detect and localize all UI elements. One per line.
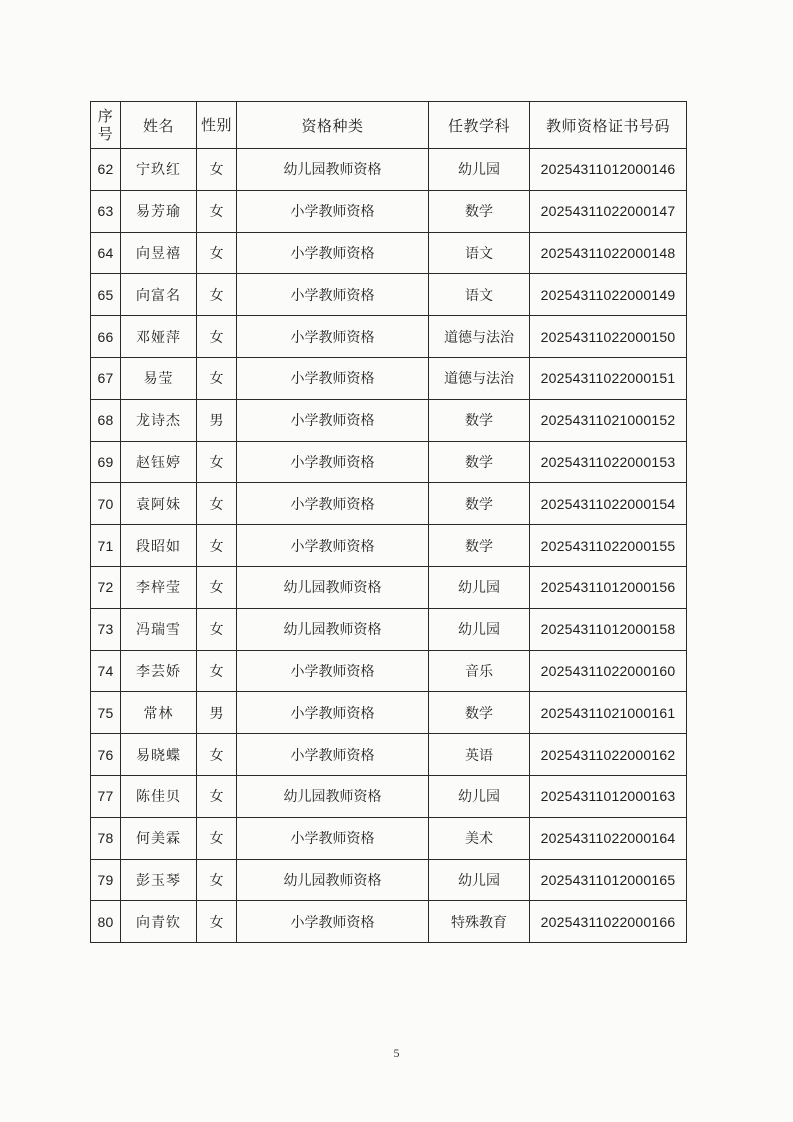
cell-qualification: 小学教师资格 [237,817,429,859]
cell-seq: 67 [91,357,121,399]
cell-qualification: 小学教师资格 [237,190,429,232]
cell-gender: 女 [197,734,237,776]
cell-seq: 78 [91,817,121,859]
header-seq: 序号 [91,102,121,149]
cell-certificate: 20254311012000165 [530,859,687,901]
cell-name: 易莹 [121,357,197,399]
cell-name: 向富名 [121,274,197,316]
cell-qualification: 幼儿园教师资格 [237,775,429,817]
cell-certificate: 20254311022000160 [530,650,687,692]
cell-seq: 63 [91,190,121,232]
cell-seq: 68 [91,399,121,441]
cell-subject: 数学 [429,441,530,483]
cell-qualification: 小学教师资格 [237,692,429,734]
cell-qualification: 小学教师资格 [237,232,429,274]
cell-seq: 70 [91,483,121,525]
cell-gender: 女 [197,316,237,358]
cell-gender: 女 [197,357,237,399]
cell-certificate: 20254311022000166 [530,901,687,943]
cell-name: 宁玖红 [121,149,197,191]
header-certificate: 教师资格证书号码 [530,102,687,149]
cell-gender: 男 [197,692,237,734]
cell-certificate: 20254311012000156 [530,566,687,608]
cell-subject: 道德与法治 [429,357,530,399]
table-row [91,608,687,650]
cell-subject: 数学 [429,525,530,567]
cell-gender: 男 [197,399,237,441]
cell-certificate: 20254311022000155 [530,525,687,567]
cell-certificate: 20254311022000149 [530,274,687,316]
table-row [91,692,687,734]
cell-qualification: 幼儿园教师资格 [237,859,429,901]
cell-qualification: 小学教师资格 [237,901,429,943]
page-number: 5 [393,1046,400,1060]
table-row [91,357,687,399]
cell-name: 李梓莹 [121,566,197,608]
cell-certificate: 20254311021000161 [530,692,687,734]
cell-name: 赵钰婷 [121,441,197,483]
cell-name: 向青钦 [121,901,197,943]
cell-certificate: 20254311012000146 [530,149,687,191]
header-qualification: 资格种类 [237,102,429,149]
cell-certificate: 20254311022000151 [530,357,687,399]
cell-certificate: 20254311022000147 [530,190,687,232]
cell-gender: 女 [197,608,237,650]
cell-certificate: 20254311022000164 [530,817,687,859]
cell-subject: 道德与法治 [429,316,530,358]
cell-subject: 幼儿园 [429,149,530,191]
header-name: 姓名 [121,102,197,149]
cell-qualification: 小学教师资格 [237,734,429,776]
teacher-certificate-table [90,101,687,943]
table-row [91,274,687,316]
cell-certificate: 20254311022000148 [530,232,687,274]
cell-name: 彭玉琴 [121,859,197,901]
cell-subject: 语文 [429,232,530,274]
cell-gender: 女 [197,274,237,316]
cell-name: 陈佳贝 [121,775,197,817]
cell-name: 龙诗杰 [121,399,197,441]
cell-subject: 语文 [429,274,530,316]
cell-certificate: 20254311012000163 [530,775,687,817]
cell-certificate: 20254311022000154 [530,483,687,525]
cell-seq: 80 [91,901,121,943]
cell-seq: 69 [91,441,121,483]
cell-certificate: 20254311021000152 [530,399,687,441]
cell-name: 冯瑞雪 [121,608,197,650]
cell-name: 段昭如 [121,525,197,567]
cell-gender: 女 [197,775,237,817]
cell-gender: 女 [197,483,237,525]
cell-gender: 女 [197,650,237,692]
cell-seq: 66 [91,316,121,358]
table-row [91,901,687,943]
cell-certificate: 20254311022000153 [530,441,687,483]
cell-gender: 女 [197,901,237,943]
cell-subject: 英语 [429,734,530,776]
cell-name: 何美霖 [121,817,197,859]
table-row [91,859,687,901]
cell-subject: 幼儿园 [429,608,530,650]
cell-gender: 女 [197,566,237,608]
cell-subject: 幼儿园 [429,775,530,817]
table-row [91,650,687,692]
cell-qualification: 幼儿园教师资格 [237,608,429,650]
cell-certificate: 20254311022000150 [530,316,687,358]
table-row [91,734,687,776]
cell-qualification: 小学教师资格 [237,274,429,316]
header-subject: 任教学科 [429,102,530,149]
cell-qualification: 幼儿园教师资格 [237,149,429,191]
cell-qualification: 小学教师资格 [237,441,429,483]
table-row [91,483,687,525]
cell-gender: 女 [197,859,237,901]
cell-seq: 64 [91,232,121,274]
table-row [91,817,687,859]
table-body [91,149,687,943]
table-row [91,232,687,274]
cell-name: 易晓蝶 [121,734,197,776]
cell-qualification: 小学教师资格 [237,316,429,358]
cell-gender: 女 [197,441,237,483]
header-gender: 性别 [197,102,237,149]
cell-gender: 女 [197,149,237,191]
cell-qualification: 幼儿园教师资格 [237,566,429,608]
table-row [91,441,687,483]
cell-seq: 76 [91,734,121,776]
cell-qualification: 小学教师资格 [237,483,429,525]
cell-subject: 美术 [429,817,530,859]
cell-gender: 女 [197,817,237,859]
cell-certificate: 20254311022000162 [530,734,687,776]
cell-name: 李芸娇 [121,650,197,692]
cell-seq: 77 [91,775,121,817]
cell-name: 邓娅萍 [121,316,197,358]
cell-seq: 62 [91,149,121,191]
cell-seq: 71 [91,525,121,567]
cell-seq: 72 [91,566,121,608]
cell-subject: 特殊教育 [429,901,530,943]
cell-seq: 79 [91,859,121,901]
cell-qualification: 小学教师资格 [237,650,429,692]
cell-subject: 数学 [429,692,530,734]
table-row [91,775,687,817]
table-row [91,399,687,441]
cell-name: 袁阿妹 [121,483,197,525]
cell-name: 向昱禧 [121,232,197,274]
table-row [91,149,687,191]
table-row [91,316,687,358]
cell-name: 易芳瑜 [121,190,197,232]
cell-name: 常林 [121,692,197,734]
cell-gender: 女 [197,232,237,274]
cell-certificate: 20254311012000158 [530,608,687,650]
cell-qualification: 小学教师资格 [237,357,429,399]
cell-subject: 幼儿园 [429,566,530,608]
cell-seq: 65 [91,274,121,316]
cell-gender: 女 [197,190,237,232]
table-row [91,190,687,232]
cell-seq: 75 [91,692,121,734]
cell-subject: 数学 [429,483,530,525]
cell-qualification: 小学教师资格 [237,399,429,441]
table-header-row [91,102,687,149]
cell-subject: 音乐 [429,650,530,692]
table-row [91,525,687,567]
cell-subject: 数学 [429,190,530,232]
cell-seq: 74 [91,650,121,692]
cell-subject: 幼儿园 [429,859,530,901]
cell-subject: 数学 [429,399,530,441]
cell-gender: 女 [197,525,237,567]
cell-seq: 73 [91,608,121,650]
table-row [91,566,687,608]
cell-qualification: 小学教师资格 [237,525,429,567]
